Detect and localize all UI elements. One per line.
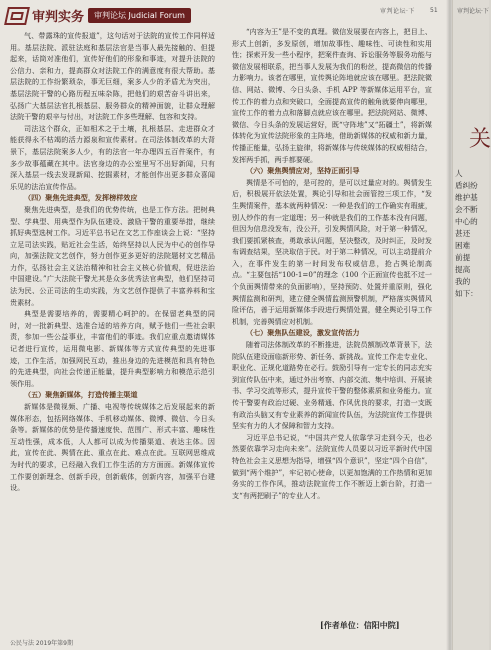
next-page-line: 我的 (455, 277, 471, 286)
right-column (232, 26, 432, 501)
next-page-header: 审判论坛·下 (457, 8, 489, 15)
paragraph: 随着司法体制改革的不断推进，法院员额制改革背景下，法院队伍建设面临新形势、新任务、新挑战。宣传工作走专业化、职业化、正规化道路势在必行。鼓励引导有一定专长的同志充实到宣传队伍中来，通过外出考察、内部交流、集中培训、开展读书、学习交流等形式，提升宣传干警的整体素质和业务能力。宣传干警要有政治过硬、业务精通、作风优良的要求，打造一支既有政治头脑又有专业素养的新闻宣传队伍，为法院宣传工作提供坚实有力的人才保障和智力支持。 (232, 340, 432, 431)
author-affiliation: [作者单位：信阳中院] (320, 620, 400, 630)
next-page-text (455, 168, 489, 300)
next-page-line: 如下： (455, 289, 478, 298)
next-page-line: 维护基 (455, 193, 478, 202)
next-page-edge (452, 0, 489, 650)
next-page-line: 前提 (455, 253, 471, 262)
section-pill: 审判论坛 Judicial Forum (88, 8, 191, 23)
next-page-line: 困难 (455, 241, 471, 250)
paragraph: 气、带露珠的宣传报道”，这句话对于法院的宣传工作同样适用。基层法院、派驻法庭和基层法官是当事人最先接触的、但提起来，话筒对准他们，宣传好他们的形象和事迹，对提升法院的公信力、亲和力，提高群众对法院工作的满意度有很大帮助。基层法院的工作纷繁琐杂，事无巨细，案多人少的矛盾尤为突出，基层法院干警的心路历程五味杂陈，把他们的艰苦奋斗讲出来，弘扬广大基层法官扎根基层、服务群众的精神面貌，让群众理解法院干警的艰辛与付出，对法院工作多些理解、包容和支持。 (10, 31, 215, 122)
paragraph: 聚焦先进典型，是我们的优势传统，也是工作方法。把树典型、学典型、用典型作为队伍建设、激励干警的重要举措，继续抓好典型选树工作。习近平总书记在文艺工作座谈会上说：“坚持立足司法实践，贴近社会生活，始终坚持以人民为中心的创作导向，加强法院文艺创作，努力创作更多更好的法院题材文艺精品力作，弘扬社会主义法治精神和社会主义核心价值观，促进法治中国建设。”广大法院干警尤其是众多优秀法官典型，他们坚持司法为民、公正司法的生动实践，为文艺创作提供了丰富养料和宝贵素材。 (10, 204, 215, 307)
paragraph: 舆情是不可怕的，是可控的，是可以过量应对的。舆情发生后，积极展开依法处置，舆论引导和社会面管控三项工作，“发生舆情案件，基本就两种情况：一种是我们的工作确实有瑕疵，别人炒作的有一定道理；另一种就是我们的工作基本没有问题，但因为信息没发布，没公开，引发舆情风险，对于第一种情况，我们要抓紧核查，勇敢承认问题，坚决整改，及时纠正，及时发布调查结果，坚决取信于民。对于第二种情况，可以主动提前介入，在事件发生的第一时间发布权威信息，抢占舆论制高点。“主要包括“100-1=0”的理念（100 个正面宣传也抵不过一个负面舆情带来的负面影响），坚持预防、处置并重原则，强化舆情监测和研判，建立健全舆情监测预警机制，严格落实舆情风险评估，善于运用新媒体手段进行舆情处置，健全舆论引导工作机制，完善舆情应对机制。 (232, 177, 432, 326)
next-page-line: 甚还 (455, 229, 471, 238)
subheading: （七）聚焦队伍建设，激发宣传活力 (246, 328, 360, 338)
next-page-line: 中心的 (455, 217, 478, 226)
section-logo-icon (4, 7, 30, 25)
left-column (10, 30, 215, 494)
paragraph: 典型是需要培养的，需要精心呵护的。在保留老典型的同时，对一批新典型、选准合适的培养方向，赋予他们一些社会职责，参加一些公益事业，丰富他们的事迹。我们应重点邀请媒体记者进行宣传，运用微电影、新媒体等方式宣传典型的先进事迹，工作生活，加强网民互动，推出身边的先进模范和具有特色的先进典型，向社会传递正能量，提升典型影响力和模范示范引领作用。 (10, 309, 215, 388)
next-page-line: 盾纠纷 (455, 181, 478, 190)
next-page-line: 会不断 (455, 205, 478, 214)
subheading: （六）聚焦舆情应对，坚持正面引导 (246, 166, 360, 176)
right-running-header: 审判论坛·下 (380, 8, 415, 15)
section-header (6, 6, 191, 25)
next-page-title-char: 关 (469, 127, 491, 152)
subheading: （四）聚焦先进典型，发挥榜样效应 (24, 193, 138, 203)
section-title: 审判实务 (32, 10, 85, 25)
page-footer: 公民与法 2019年第9期 (10, 640, 73, 647)
next-page-line: 提高 (455, 265, 471, 274)
paragraph: 新媒体是微视频、广播、电视等传统媒体之后发展起来的新媒体形态，包括网络媒体、手机移动媒体、微博、微信、今日头条等。新媒体的优势是传播速度快、范围广、形式丰富、趣味性互动性强，成本低，人人都可以成为传播渠道、表达主体。因此，宣传在此、舆情在此、重点在此、难点在此。互联网思维成为时代的要求，已经融入我们工作生活的方方面面。新媒体宣传工作要创新理念、创新手段，创新载体，创新内容，加强平台建设。 (10, 402, 215, 493)
subheading: （五）聚焦新媒体，打造传播主渠道 (24, 390, 138, 400)
next-page-line: 人 (455, 169, 463, 178)
paragraph: 习近平总书记说，“中国共产党人依靠学习走到今天，也必然要依靠学习走向未来”。法院宣传人员要以习近平新时代中国特色社会主义思想为指导，增强“四个意识”，坚定“四个自信”，做到“两个维护”，牢记初心使命，以更加饱满的工作热情和更加务实的工作作风，推动法院宣传工作不断迈上新台阶，打造一支“有两把刷子”的专业人才。 (232, 432, 432, 500)
paragraph: “内容为王”是不变的真理。微信发展要在内容上，把目上、形式上创新，多发原创，增加故事性、趣味性、可读性和实用性；探索开发一些小程序，把案件查询、诉讼服务等服务功能与微信发展相联系，把当事人发展为我们的粉丝，提高微信的传播力影响力。该者在哪里，宣传舆论阵地就应该在哪里。把法院微信、网站、微博、今日头条、手机 APP 等新媒体运用平台，宣传工作的着力点和突破口，全面提高宣传的触角就要伸向哪里，宣传工作的着力点和落脚点就应该在哪里。把法院网站、微博、微信、今日头条的发展运营好，既“守阵地”又“拓疆土”，将新媒体转化为宣传法院形象的主阵地，借助新媒体的权威和新力量，传播正能量，弘扬主旋律，将新媒体与传统媒体的权威相结合，发挥两手抓，两手都要硬。 (232, 27, 432, 164)
page-number: 51 (430, 7, 438, 14)
paragraph: 司法这个群众，正如相术之于土壤，扎根基层、走进群众才能获得永不枯竭的活力源泉和宣传素材。在司法体制改革的大背景下，基层法院案多人少，有的法官一年办理四五百件案件，有多少故事蕴藏在其中。法官身边的办公室里写不出好新闻，只有深入基层一线去发现新闻、挖掘素材，才能创作出更多群众喜闻乐见的法治宣传作品。 (10, 123, 215, 191)
